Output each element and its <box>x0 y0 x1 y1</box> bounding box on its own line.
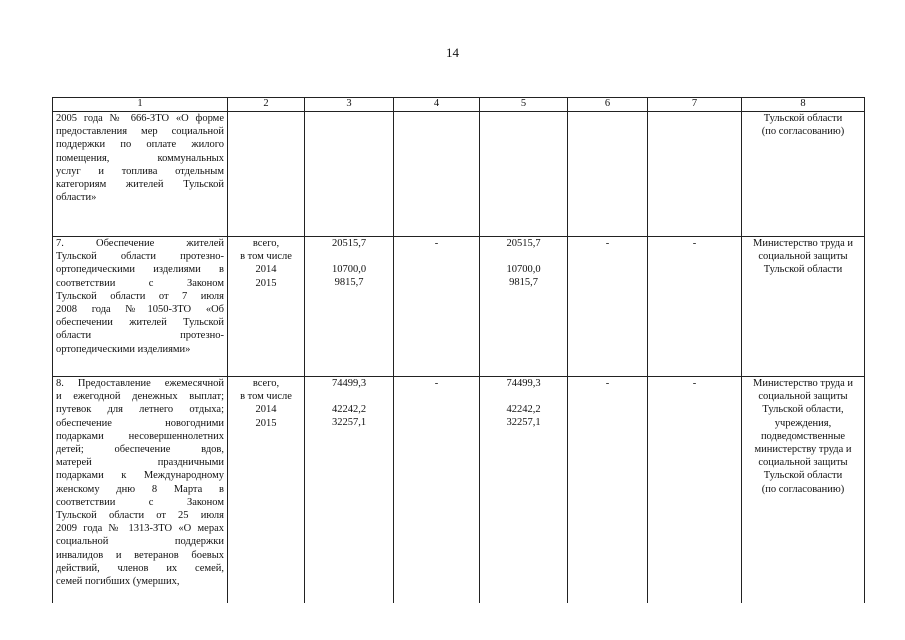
cell-line: социальной защиты <box>758 391 848 403</box>
cell-line: (по согласованию) <box>761 126 845 138</box>
cell-line: в том числе <box>240 251 292 263</box>
cell-line: подарками несовершеннолетних <box>56 430 224 442</box>
cell-line: 2014 <box>255 404 277 416</box>
cell-line: Тульской области <box>763 113 843 124</box>
cell-line: женскому дню 8 Марта в <box>56 483 224 495</box>
cell-line: 9815,7 <box>334 277 364 289</box>
other-sources-cell: - <box>648 237 742 377</box>
cell-line: детей; обеспечение вдов, <box>56 444 224 456</box>
cell-line: (по согласованию) <box>761 483 845 495</box>
total-amount-cell <box>305 112 394 237</box>
table-header-row <box>53 98 865 112</box>
cell-line: 10700,0 <box>506 264 541 276</box>
cell-line: обеспечение новогодними <box>56 417 224 429</box>
cell-line: поддержки по оплате жилого <box>56 139 224 151</box>
header-cell: 8 <box>742 98 865 112</box>
total-amount-cell <box>305 377 394 603</box>
cell-line: 2015 <box>255 277 277 289</box>
table-row <box>53 237 865 377</box>
cell-line: действий, членов их семей, <box>56 562 224 574</box>
cell-line: матерей праздничными <box>56 457 224 469</box>
table-row <box>53 377 865 603</box>
page-number: 14 <box>446 45 459 60</box>
cell-line: семей погибших (умерших, <box>56 576 180 588</box>
cell-line <box>483 390 564 403</box>
cell-line: Тульской области <box>763 470 843 482</box>
executor-cell <box>742 237 865 377</box>
other-sources-cell <box>648 112 742 237</box>
cell-line <box>308 250 390 263</box>
cell-line: 2014 <box>255 264 277 276</box>
cell-line: социальной поддержки <box>56 536 224 548</box>
cell-line: 20515,7 <box>331 238 367 249</box>
other-sources-cell: - <box>648 377 742 603</box>
cell-line: 42242,2 <box>331 404 367 416</box>
header-cell: 4 <box>394 98 480 112</box>
cell-line: инвалидов и ветеранов боевых <box>56 549 224 561</box>
cell-line: 32257,1 <box>506 417 541 429</box>
cell-line: Тульской области от 7 июля <box>56 290 224 302</box>
cell-line: 2015 <box>255 417 277 429</box>
federal-budget-cell: - <box>394 237 480 377</box>
cell-line: Тульской области от 25 июля <box>56 510 224 522</box>
cell-line: 2009 года № 1313-ЗТО «О мерах <box>56 523 224 535</box>
regional-budget-cell <box>480 112 568 237</box>
cell-line: 74499,3 <box>506 378 541 389</box>
cell-line: социальной защиты <box>758 457 848 469</box>
period-cell <box>228 377 305 603</box>
header-cell: 3 <box>305 98 394 112</box>
cell-line: предоставления мер социальной <box>56 126 224 138</box>
cell-line: услуг и топлива отдельным <box>56 165 224 177</box>
local-budget-cell <box>568 112 648 237</box>
cell-line: помещения, коммунальных <box>56 152 224 164</box>
federal-budget-cell: - <box>394 377 480 603</box>
executor-cell <box>742 377 865 603</box>
regional-budget-cell <box>480 237 568 377</box>
federal-budget-cell <box>394 112 480 237</box>
cell-line: ортопедическими изделиями в <box>56 264 224 276</box>
period-cell <box>228 112 305 237</box>
cell-line: 10700,0 <box>331 264 367 276</box>
cell-line: 74499,3 <box>331 378 367 389</box>
cell-line: учреждения, <box>774 417 832 429</box>
local-budget-cell: - <box>568 377 648 603</box>
header-cell: 1 <box>53 98 228 112</box>
regional-budget-cell <box>480 377 568 603</box>
measure-description-cell <box>53 112 228 237</box>
cell-line: и ежегодной денежных выплат; <box>56 391 224 403</box>
cell-line: 8. Предоставление ежемесячной <box>56 378 224 389</box>
cell-line: всего, <box>252 238 280 249</box>
cell-line: 32257,1 <box>331 417 367 429</box>
cell-line: 2005 года № 666-ЗТО «О форме <box>56 113 224 124</box>
cell-line: 9815,7 <box>509 277 538 289</box>
cell-line: подарками к Международному <box>56 470 224 482</box>
cell-line: подведомственные <box>760 430 846 442</box>
cell-line: ортопедическими изделиями» <box>56 343 191 355</box>
header-cell: 5 <box>480 98 568 112</box>
cell-line: Тульской области, <box>762 404 844 416</box>
local-budget-cell: - <box>568 237 648 377</box>
measure-description-cell <box>53 237 228 377</box>
cell-line: путевок для летнего отдыха; <box>56 404 224 416</box>
cell-line: Министерство труда и <box>752 238 854 249</box>
cell-line: всего, <box>252 378 280 389</box>
cell-line: соответствии с Законом <box>56 496 224 508</box>
cell-line: области» <box>56 192 97 204</box>
cell-line: в том числе <box>240 391 292 403</box>
table-row <box>53 112 865 237</box>
cell-line: соответствии с Законом <box>56 277 224 289</box>
header-cell: 2 <box>228 98 305 112</box>
cell-line: 20515,7 <box>506 238 541 249</box>
header-cell: 6 <box>568 98 648 112</box>
cell-line: обеспечении жителей Тульской <box>56 317 224 329</box>
cell-line: Министерство труда и <box>752 378 854 389</box>
executor-cell <box>742 112 865 237</box>
cell-line <box>308 390 390 403</box>
period-cell <box>228 237 305 377</box>
cell-line: министерству труда и <box>754 444 852 456</box>
program-table <box>52 97 865 603</box>
cell-line <box>483 250 564 263</box>
cell-line: области протезно- <box>56 330 224 342</box>
cell-line: 2008 года №1050-ЗТО «Об <box>56 304 224 316</box>
total-amount-cell <box>305 237 394 377</box>
cell-line: 7. Обеспечение жителей <box>56 238 224 249</box>
measure-description-cell <box>53 377 228 603</box>
cell-line: Тульской области <box>763 264 843 276</box>
header-cell: 7 <box>648 98 742 112</box>
cell-line: Тульской области протезно- <box>56 251 224 263</box>
cell-line: 42242,2 <box>506 404 541 416</box>
cell-line: социальной защиты <box>758 251 848 263</box>
cell-line: категориям жителей Тульской <box>56 179 224 191</box>
